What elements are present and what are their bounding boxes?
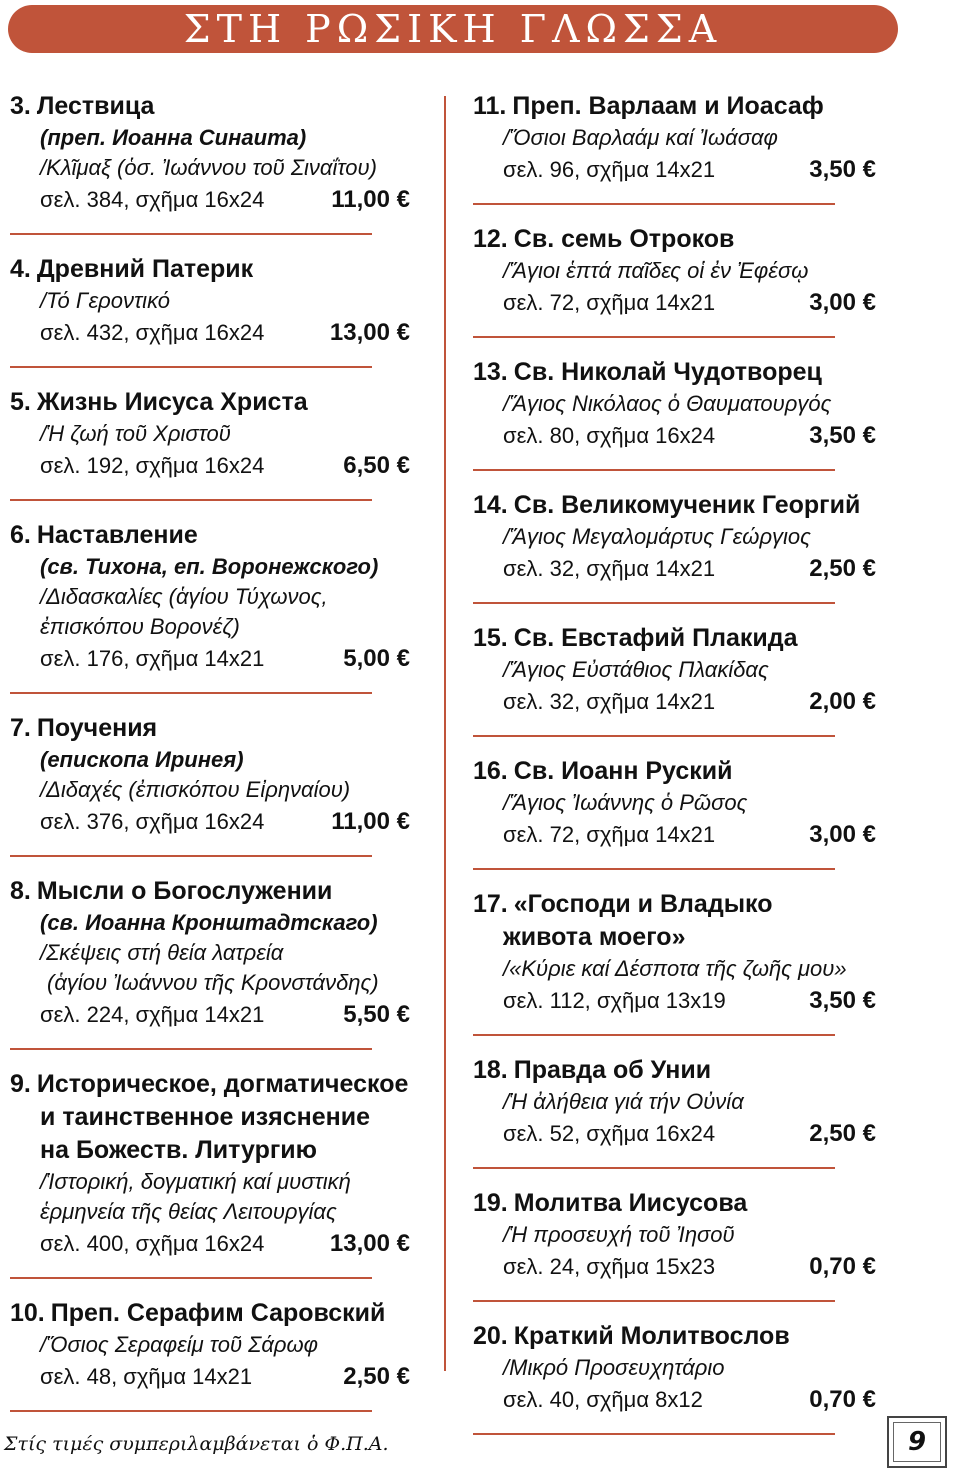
separator	[10, 366, 372, 368]
book-item	[473, 1054, 913, 1169]
separator	[473, 203, 835, 205]
separator	[10, 692, 372, 694]
book-details: σελ. 224, σχῆμα 14x21 5,50 €	[40, 998, 440, 1032]
book-price: 2,50 €	[809, 555, 876, 582]
book-title: 18. Правда об Унии	[473, 1056, 712, 1084]
column-divider	[444, 96, 446, 1371]
page-number: 9	[893, 1422, 941, 1462]
book-greek-title: /Σκέψεις στή θεία λατρεία	[40, 940, 284, 965]
book-greek-title-cont: ἐπισκόπου Βορονέζ)	[40, 614, 240, 639]
page-title: ΣΤΗ ΡΩΣΙΚΗ ΓΛΩΣΣΑ	[183, 7, 723, 51]
book-greek-title: /Ἅγιος Ἰωάννης ὁ Ρῶσος	[503, 790, 748, 815]
book-greek-title-cont: ἑρμηνεία τῆς θείας Λειτουργίας	[40, 1199, 337, 1224]
book-price: 13,00 €	[329, 1230, 410, 1257]
book-title: 14. Св. Великомученик Георгий	[473, 491, 861, 519]
book-title: 5. Жизнь Иисуса Христа	[10, 388, 308, 416]
book-title: 19. Молитва Иисусова	[473, 1189, 748, 1217]
book-author: (св. Тихона, еп. Воронежского)	[40, 554, 379, 579]
book-title: 9. Историческое, догматическое и таинственное изяснение на Божеств. Литургию	[10, 1070, 409, 1164]
book-greek-title: /Κλῖμαξ (ὁσ. Ἰωάννου τοῦ Σιναΐτου)	[40, 155, 377, 180]
book-details: σελ. 24, σχῆμα 15x23 0,70 €	[503, 1250, 913, 1284]
book-details: σελ. 400, σχῆμα 16x24 13,00 €	[40, 1227, 440, 1261]
book-details: σελ. 72, σχῆμα 14x21 3,00 €	[503, 286, 913, 320]
separator	[10, 233, 372, 235]
book-title: 11. Преп. Варлаам и Иоасаф	[473, 92, 824, 120]
book-details: σελ. 72, σχῆμα 14x21 3,00 €	[503, 818, 913, 852]
book-price: 3,50 €	[809, 156, 876, 183]
book-item	[10, 712, 440, 857]
book-title: 4. Древний Патерик	[10, 255, 254, 283]
book-title: 3. Лествица	[10, 92, 155, 120]
book-item	[473, 356, 913, 471]
book-greek-title: /Ἅγιος Εὐστάθιος Πλακίδας	[503, 657, 769, 682]
book-price: 5,50 €	[343, 1001, 410, 1028]
book-title: 17. «Господи и Владыко живота моего»	[473, 890, 773, 951]
book-title: 20. Краткий Молитвослов	[473, 1322, 790, 1350]
separator	[473, 1034, 835, 1036]
book-item	[473, 888, 913, 1036]
book-item	[10, 1068, 440, 1279]
separator	[10, 1410, 372, 1412]
book-item	[10, 386, 440, 501]
separator	[473, 868, 835, 870]
vat-note: Στίς τιμές συμπεριλαμβάνεται ὁ Φ.Π.Α.	[4, 1433, 389, 1455]
book-greek-title: /Ἅγιος Μεγαλομάρτυς Γεώργιος	[503, 524, 811, 549]
book-price: 2,50 €	[809, 1120, 876, 1147]
right-column	[473, 90, 913, 1453]
book-greek-title: /«Κύριε καί Δέσποτα τῆς ζωῆς μου»	[503, 956, 847, 981]
book-details: σελ. 96, σχῆμα 14x21 3,50 €	[503, 153, 913, 187]
book-details: σελ. 40, σχῆμα 8x12 0,70 €	[503, 1383, 913, 1417]
book-title: 13. Св. Николай Чудотворец	[473, 358, 822, 386]
book-price: 11,00 €	[331, 808, 410, 835]
book-details: σελ. 432, σχῆμα 16x24 13,00 €	[40, 316, 440, 350]
book-details: σελ. 176, σχῆμα 14x21 5,00 €	[40, 642, 440, 676]
book-greek-title: /Ἡ προσευχή τοῦ Ἰησοῦ	[503, 1222, 735, 1247]
book-price: 0,70 €	[809, 1253, 876, 1280]
book-price: 2,00 €	[809, 688, 876, 715]
book-price: 3,00 €	[809, 289, 876, 316]
book-details: σελ. 80, σχῆμα 16x24 3,50 €	[503, 419, 913, 453]
book-title: 7. Поучения	[10, 714, 158, 742]
book-item	[473, 90, 913, 205]
book-item	[473, 223, 913, 338]
book-greek-title-cont: (ἁγίου Ἰωάννου τῆς Κρονστάνδης)	[47, 970, 379, 995]
book-greek-title: /Ἅγιος Νικόλαος ὁ Θαυματουργός	[503, 391, 832, 416]
book-details: σελ. 48, σχῆμα 14x21 2,50 €	[40, 1360, 440, 1394]
book-greek-title: /Τό Γεροντικό	[40, 288, 171, 313]
book-title: 12. Св. семь Отроков	[473, 225, 735, 253]
book-item	[473, 755, 913, 870]
book-author: (епископа Иринея)	[40, 747, 244, 772]
book-details: σελ. 32, σχῆμα 14x21 2,50 €	[503, 552, 913, 586]
book-price: 6,50 €	[343, 452, 410, 479]
book-author: (преп. Иоанна Синаита)	[40, 125, 307, 150]
book-item	[10, 1297, 440, 1412]
separator	[10, 855, 372, 857]
book-item	[10, 90, 440, 235]
page-number-box	[887, 1416, 947, 1468]
book-greek-title: /Ἱστορική, δογματική καί μυστική	[40, 1169, 351, 1194]
separator	[473, 469, 835, 471]
book-author: (св. Иоанна Кронштадтскаго)	[40, 910, 378, 935]
separator	[473, 1300, 835, 1302]
book-details: σελ. 32, σχῆμα 14x21 2,00 €	[503, 685, 913, 719]
book-item	[10, 875, 440, 1050]
book-details: σελ. 192, σχῆμα 16x24 6,50 €	[40, 449, 440, 483]
left-column	[10, 90, 440, 1430]
book-title: 10. Преп. Серафим Саровский	[10, 1299, 386, 1327]
separator	[10, 1048, 372, 1050]
book-details: σελ. 384, σχῆμα 16x24 11,00 €	[40, 183, 440, 217]
book-greek-title: /Μικρό Προσευχητάριο	[503, 1355, 725, 1380]
book-greek-title: /Ἡ ζωή τοῦ Χριστοῦ	[40, 421, 231, 446]
book-greek-title: /Ὅσιος Σεραφείμ τοῦ Σάρωφ	[40, 1332, 318, 1357]
separator	[473, 1167, 835, 1169]
book-details: σελ. 376, σχῆμα 16x24 11,00 €	[40, 805, 440, 839]
book-price: 3,50 €	[809, 422, 876, 449]
book-item	[473, 489, 913, 604]
separator	[473, 735, 835, 737]
book-title: 15. Св. Евстафий Плакида	[473, 624, 798, 652]
book-price: 3,50 €	[809, 987, 876, 1014]
header-banner	[8, 5, 898, 53]
book-price: 2,50 €	[343, 1363, 410, 1390]
book-title: 16. Св. Иоанн Руский	[473, 757, 733, 785]
book-greek-title: /Ἅγιοι ἑπτά παῖδες οἱ ἐν Ἐφέσῳ	[503, 258, 809, 283]
book-price: 13,00 €	[329, 319, 410, 346]
book-details: σελ. 52, σχῆμα 16x24 2,50 €	[503, 1117, 913, 1151]
separator	[10, 1277, 372, 1279]
book-greek-title: /Ἡ ἀλήθεια γιά τήν Οὐνία	[503, 1089, 744, 1114]
book-price: 0,70 €	[809, 1386, 876, 1413]
book-price: 3,00 €	[809, 821, 876, 848]
book-price: 5,00 €	[343, 645, 410, 672]
separator	[473, 602, 835, 604]
book-greek-title: /Διδαχές (ἐπισκόπου Εἰρηναίου)	[40, 777, 351, 802]
book-item	[473, 622, 913, 737]
book-title: 8. Мысли о Богослужении	[10, 877, 333, 905]
book-greek-title: /Ὅσιοι Βαρλαάμ καί Ἰωάσαφ	[503, 125, 778, 150]
book-item	[473, 1187, 913, 1302]
book-title: 6. Наставление	[10, 521, 198, 549]
book-price: 11,00 €	[331, 186, 410, 213]
separator	[473, 336, 835, 338]
book-details: σελ. 112, σχῆμα 13x19 3,50 €	[503, 984, 913, 1018]
book-item	[473, 1320, 913, 1435]
book-greek-title: /Διδασκαλίες (ἁγίου Τύχωνος,	[40, 584, 328, 609]
book-item	[10, 519, 440, 694]
book-item	[10, 253, 440, 368]
separator	[473, 1433, 835, 1435]
separator	[10, 499, 372, 501]
